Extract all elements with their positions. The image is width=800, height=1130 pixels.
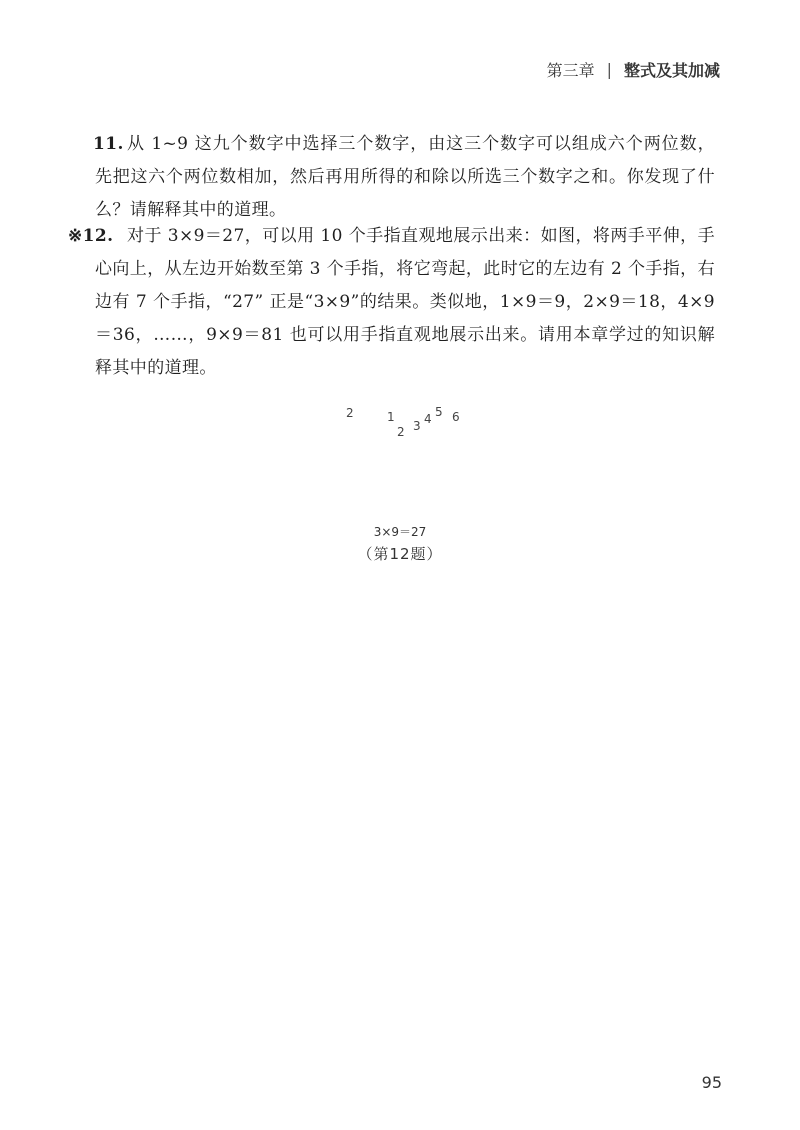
problem-12 — [68, 220, 715, 385]
problem-number: ※12. — [68, 226, 114, 246]
figure-caption: （第12题） — [357, 545, 443, 563]
finger-digit-label: 4 — [424, 412, 432, 426]
chapter-label: 第三章 — [546, 61, 595, 80]
finger-digit-label: 2 — [397, 425, 405, 439]
running-header — [547, 58, 720, 81]
page-number: 95 — [701, 1073, 722, 1092]
problem-text: 对于 3×9＝27，可以用 10 个手指直观地展示出来：如图，将两手平伸，手心向上，从左边开始数至第 3 个手指，将它弯起，此时它的左边有 2 个手指，右边有 7 个手指，“27” 正是“3×9”的结果。类似地，1×9＝9，2×9＝18，4×9＝36，……，9×9＝81 也可以用手指直观地展示出来。请用本章学过的知识解释其中的道理。 — [95, 226, 715, 378]
header-separator: | — [606, 60, 612, 79]
finger-figure — [0, 396, 800, 526]
finger-digit-label: 1 — [387, 410, 395, 424]
problem-number: 11. — [93, 134, 124, 154]
finger-digit-label: 2 — [346, 406, 354, 420]
chapter-title: 整式及其加减 — [623, 61, 720, 80]
figure-equation: 3×9＝27 — [373, 525, 427, 539]
finger-digit-label: 3 — [413, 419, 421, 433]
problem-11 — [95, 128, 715, 227]
problem-text: 从 1~9 这九个数字中选择三个数字，由这三个数字可以组成六个两位数，先把这六个两位数相加，然后再用所得的和除以所选三个数字之和。你发现了什么？请解释其中的道理。 — [95, 134, 715, 220]
finger-digit-label: 5 — [435, 405, 443, 419]
finger-digit-label: 6 — [452, 410, 460, 424]
